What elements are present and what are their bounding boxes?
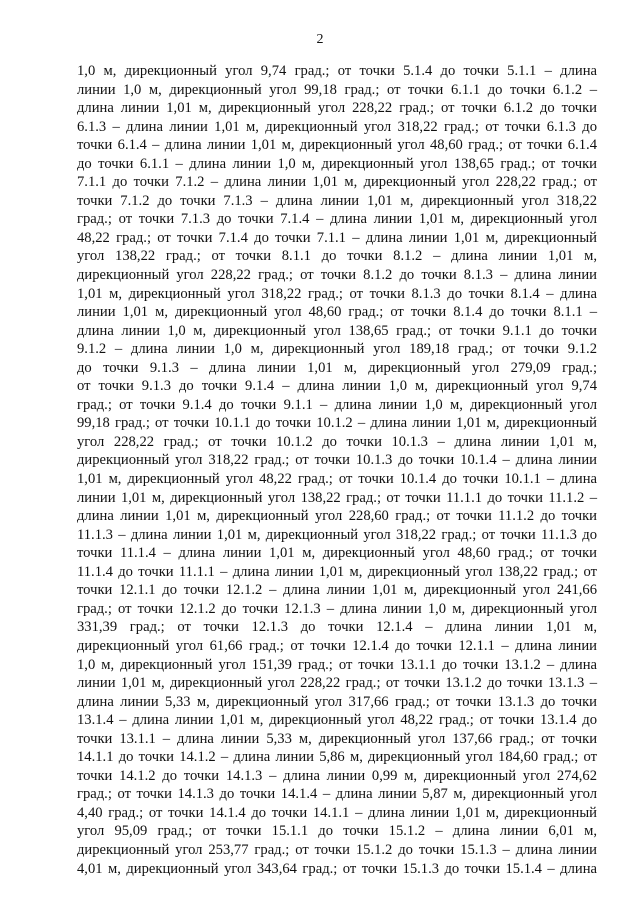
text-line: точки 11.1.4 – длина линии 1,01 м, дирекционный угол 48,60 град.; от точки [77, 545, 597, 562]
document-body [77, 62, 597, 878]
text-line: длина линии 1,0 м, дирекционный угол 138,65 град.; от точки 9.1.1 до точки [77, 322, 597, 339]
text-line: угол 95,09 град.; от точки 15.1.1 до точки 15.1.2 – длина линии 6,01 м, [77, 823, 597, 840]
text-line: длина линии 1,01 м, дирекционный угол 228,60 град.; от точки 11.1.2 до точки [77, 508, 597, 525]
text-line: линии 1,0 м, дирекционный угол 99,18 град.; от точки 6.1.1 до точки 6.1.2 – [77, 81, 597, 98]
text-line: угол 138,22 град.; от точки 8.1.1 до точки 8.1.2 – длина линии 1,01 м, [77, 248, 597, 265]
text-line: 11.1.4 до точки 11.1.1 – длина линии 1,01 м, дирекционный угол 138,22 град.; от [77, 563, 597, 580]
text-line: точки 6.1.4 – длина линии 1,01 м, дирекционный угол 48,60 град.; от точки 6.1.4 [77, 137, 597, 154]
text-line: 99,18 град.; от точки 10.1.1 до точки 10.1.2 – длина линии 1,01 м, дирекционный [77, 415, 597, 432]
text-line: длина линии 1,01 м, дирекционный угол 228,22 град.; от точки 6.1.2 до точки [77, 100, 597, 117]
text-line: град.; от точки 9.1.4 до точки 9.1.1 – длина линии 1,0 м, дирекционный угол [77, 396, 597, 413]
page-number: 2 [316, 32, 324, 47]
text-line: линии 1,01 м, дирекционный угол 138,22 град.; от точки 11.1.1 до точки 11.1.2 – [77, 489, 597, 506]
text-line: точки 7.1.2 до точки 7.1.3 – длина линии 1,01 м, дирекционный угол 318,22 [77, 192, 597, 209]
text-line: град.; от точки 7.1.3 до точки 7.1.4 – длина линии 1,01 м, дирекционный угол [77, 211, 597, 228]
text-line: дирекционный угол 228,22 град.; от точки 8.1.2 до точки 8.1.3 – длина линии [77, 267, 597, 284]
text-line: 13.1.4 – длина линии 1,01 м, дирекционный угол 48,22 град.; от точки 13.1.4 до [77, 712, 597, 729]
text-line: 11.1.3 – длина линии 1,01 м, дирекционный угол 318,22 град.; от точки 11.1.3 до [77, 526, 597, 543]
text-line: 1,01 м, дирекционный угол 48,22 град.; от точки 10.1.4 до точки 10.1.1 – длина [77, 471, 597, 488]
text-line: 7.1.1 до точки 7.1.2 – длина линии 1,01 м, дирекционный угол 228,22 град.; от [77, 174, 597, 191]
text-line: 4,01 м, дирекционный угол 343,64 град.; от точки 15.1.3 до точки 15.1.4 – длина [77, 860, 597, 877]
text-line: точки 12.1.1 до точки 12.1.2 – длина линии 1,01 м, дирекционный угол 241,66 [77, 582, 597, 599]
text-line: 6.1.3 – длина линии 1,01 м, дирекционный угол 318,22 град.; от точки 6.1.3 до [77, 118, 597, 135]
text-line: до точки 9.1.3 – длина линии 1,01 м, дирекционный угол 279,09 град.; [77, 359, 597, 376]
text-line: линии 1,01 м, дирекционный угол 48,60 град.; от точки 8.1.4 до точки 8.1.1 – [77, 304, 597, 321]
text-line: дирекционный угол 253,77 град.; от точки 15.1.2 до точки 15.1.3 – длина линии [77, 841, 597, 858]
text-line: град.; от точки 14.1.3 до точки 14.1.4 – длина линии 5,87 м, дирекционный угол [77, 786, 597, 803]
text-line: 1,01 м, дирекционный угол 318,22 град.; от точки 8.1.3 до точки 8.1.4 – длина [77, 285, 597, 302]
text-line: линии 1,01 м, дирекционный угол 228,22 град.; от точки 13.1.2 до точки 13.1.3 – [77, 675, 597, 692]
text-line: дирекционный угол 61,66 град.; от точки 12.1.4 до точки 12.1.1 – длина линии [77, 637, 597, 654]
text-line: 48,22 град.; от точки 7.1.4 до точки 7.1.1 – длина линии 1,01 м, дирекционный [77, 229, 597, 246]
text-line: дирекционный угол 318,22 град.; от точки 10.1.3 до точки 10.1.4 – длина линии [77, 452, 597, 469]
text-line: до точки 6.1.1 – длина линии 1,0 м, дирекционный угол 138,65 град.; от точки [77, 155, 597, 172]
text-line: 14.1.1 до точки 14.1.2 – длина линии 5,86 м, дирекционный угол 184,60 град.; от [77, 749, 597, 766]
text-line: 4,40 град.; от точки 14.1.4 до точки 14.1.1 – длина линии 1,01 м, дирекционный [77, 804, 597, 821]
text-line: град.; от точки 12.1.2 до точки 12.1.3 – длина линии 1,0 м, дирекционный угол [77, 600, 597, 617]
text-line: 1,0 м, дирекционный угол 9,74 град.; от точки 5.1.4 до точки 5.1.1 – длина [77, 63, 597, 79]
text-line: точки 14.1.2 до точки 14.1.3 – длина линии 0,99 м, дирекционный угол 274,62 [77, 767, 597, 784]
text-line: 9.1.2 – длина линии 1,0 м, дирекционный угол 189,18 град.; от точки 9.1.2 [77, 341, 597, 358]
text-line: угол 228,22 град.; от точки 10.1.2 до точки 10.1.3 – длина линии 1,01 м, [77, 433, 597, 450]
text-line: 331,39 град.; от точки 12.1.3 до точки 12.1.4 – длина линии 1,01 м, [77, 619, 597, 636]
text-line: от точки 9.1.3 до точки 9.1.4 – длина линии 1,0 м, дирекционный угол 9,74 [77, 378, 597, 395]
text-line: длина линии 5,33 м, дирекционный угол 317,66 град.; от точки 13.1.3 до точки [77, 693, 597, 710]
text-line: 1,0 м, дирекционный угол 151,39 град.; от точки 13.1.1 до точки 13.1.2 – длина [77, 656, 597, 673]
text-line: точки 13.1.1 – длина линии 5,33 м, дирекционный угол 137,66 град.; от точки [77, 730, 597, 747]
